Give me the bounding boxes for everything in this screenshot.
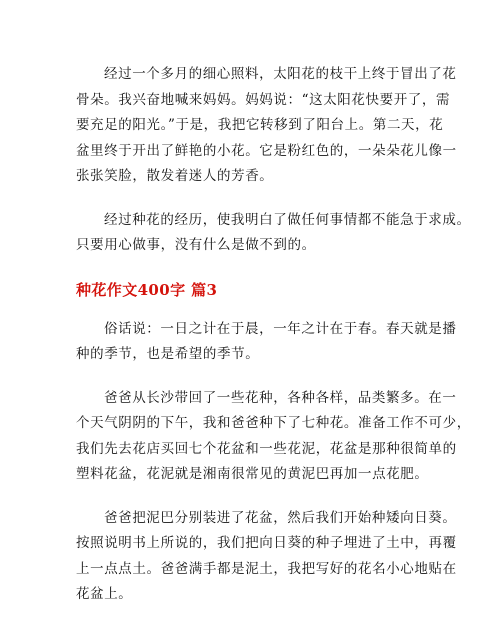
paragraph-proverb xyxy=(76,317,457,368)
text-line: 我们先去花店买回七个花盆和一些花泥，花盆是那种很简单的 xyxy=(76,440,457,457)
text-line: 上一点点土。爸爸满手都是泥土，我把写好的花名小心地贴在 xyxy=(76,560,457,577)
document-body xyxy=(76,62,471,626)
text-line: 只要用心做事，没有什么是做不到的。 xyxy=(76,237,316,253)
text-line: 花盆上。 xyxy=(76,586,133,602)
paragraph-lesson-learned xyxy=(76,208,471,259)
text-line: 经过种花的经历，使我明白了做任何事情都不能急于求成。 xyxy=(104,211,471,228)
section-heading: 种花作文400字 篇3 xyxy=(76,280,218,299)
text-line: 张张笑脸，散发着迷人的芳香。 xyxy=(76,168,274,184)
text-line: 塑料花盆，花泥就是湘南很常见的黄泥巴再加一点花肥。 xyxy=(76,466,429,482)
text-line: 盆里终于开出了鲜艳的小花。它是粉红色的，一朵朵花儿像一 xyxy=(76,142,457,159)
text-line: 俗话说：一日之计在于晨，一年之计在于春。春天就是播 xyxy=(104,320,457,337)
text-line: 爸爸把泥巴分别装进了花盆，然后我们开始种矮向日葵。 xyxy=(104,509,457,526)
paragraph-preparation xyxy=(76,386,471,488)
text-line: 骨朵。我兴奋地喊来妈妈。妈妈说：“这太阳花快要开了，需 xyxy=(76,91,451,108)
text-line: 按照说明书上所说的，我们把向日葵的种子埋进了土中，再覆 xyxy=(76,535,457,551)
text-line: 爸爸从长沙带回了一些花种，各种各样，品类繁多。在一 xyxy=(104,389,457,406)
text-line: 经过一个多月的细心照料，太阳花的枝干上终于冒出了花 xyxy=(104,66,457,82)
text-line: 个天气阴阴的下午，我和爸爸种下了七种花。准备工作不可少， xyxy=(76,415,471,431)
text-line: 种的季节，也是希望的季节。 xyxy=(76,346,260,362)
text-line: 要充足的阳光。”于是，我把它转移到了阳台上。第二天，花 xyxy=(76,117,444,133)
paragraph-planting xyxy=(76,506,457,608)
paragraph-sunflower-blooming xyxy=(76,62,457,190)
